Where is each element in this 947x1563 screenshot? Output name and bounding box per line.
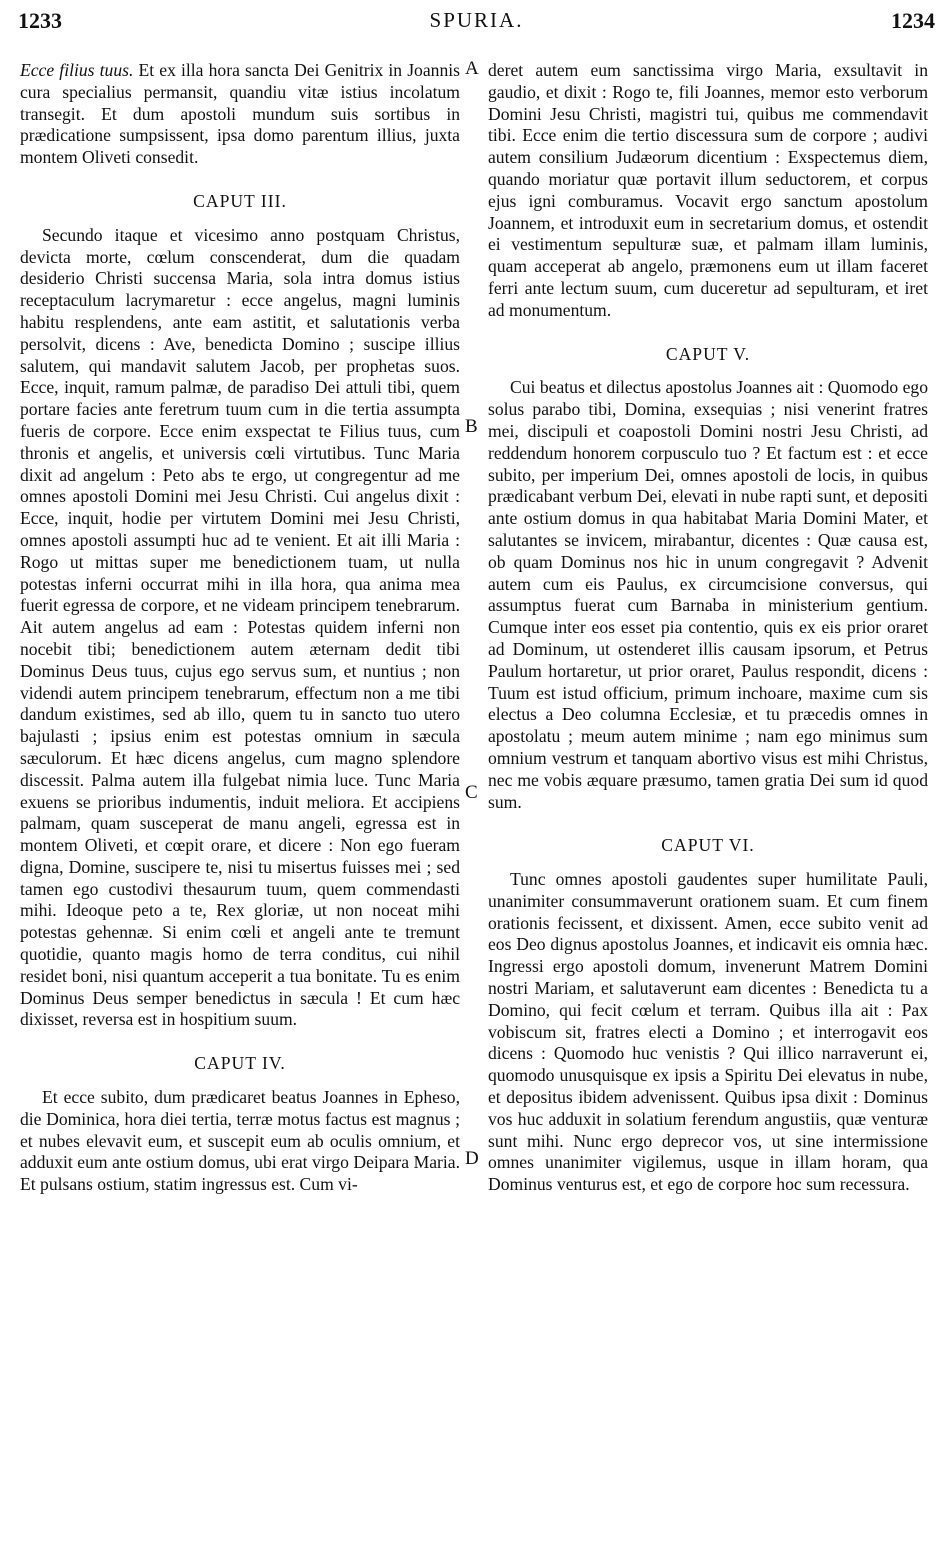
caput-3-text: Secundo itaque et vicesimo anno postquam Christus, devicta morte, cœlum conscenderat, dum die quadam desiderio Christi succensa Maria, sola intra domus istius receptaculum lacrymaretur : ecce angelus, magni luminis habitu resplendens, ante eam astitit, et salutationis verba persolvit, dicens : Ave, benedicta Domino ; suscipe illius salutem, qui mandavit salutem Jacob, per prophetas suos. Ecce, inquit, ramum palmæ, de paradiso Dei attuli tibi, quem portare facies ante feretrum tuum cum in die tertia assumpta fueris de corpore. Ecce enim exspectat te Filius tuus, cum thronis et angelis, et universis cœli virtutibus. Tunc Maria dixit ad angelum : Peto abs te ergo, ut congregentur ad me omnes apostoli Domini mei Jesu Christi. Cui angelus dixit : Ecce, inquit, hodie per virtutem Domini mei Jesu Christi, omnes apostoli assumpti huc ad te venient. Et ait illi Maria : Rogo ut mittas super me benedictionem tuam, ut nulla potestas inferni occurrat mihi in illa hora, qua anima mea fuerit egressa de corpore, et ne videam principem tenebrarum. Ait autem angelus ad eam : Potestas quidem inferni non nocebit tibi; benedictionem autem æternam dedit tibi Dominus Deus tuus, cujus ego servus sum, et nuntius ; non videndi autem principem tenebrarum, effectum non a me tibi dandum existimes, sed ab illo, quem tu in sancto tuo utero bajulasti ; ipsius enim est potestas omnium in sæcula sæculorum. Et hæc dicens angelus, cum magno splendore discessit. Palma autem illa fulgebat nimia luce. Tunc Maria exuens se prioribus indumentis, induit meliora. Et accipiens palmam, quam susceperat de manu angeli, egressa est in montem Oliveti, et cœpit orare, et dicere : Non ego fueram digna, Domine, suscipere te, nisi tu misertus fuisses mei ; sed tamen ego custodivi thesaurum tuum, quem commendasti mihi. Ideoque peto a te, Rex gloriæ, ut non noceat mihi potestas gehennæ. Si enim cœli et angeli ante te tremunt quotidie, quanto magis homo de terra conditus, cui nihil residet boni, nisi quantum acceperit a tua bonitate. Tu es enim Dominus Deus semper benedictus in sæcula ! Et cum hæc dixisset, reversa est in hospitium suum. [20,224,460,1030]
caput-6-heading: CAPUT VI. [661,835,755,856]
caput-6-text: Tunc omnes apostoli gaudentes super humilitate Pauli, unanimiter consummaverunt orationem suam. Et cum finem orationis fecissent, et dixissent. Amen, ecce subito venit ad eos Deo dignus apostolus Joannes, et indicavit eis omnia hæc. Ingressi ergo apostoli domum, invenerunt Matrem Domini nostri Mariam, et salutaverunt eam dicentes : Benedicta tu a Domino, qui fecit cœlum et terram. Quibus illa ait : Pax vobiscum sit, fratres electi a Domino ; et interrogavit eos dicens : Quomodo huc venistis ? Qui illico narraverunt ei, quomodo unusquisque ex ipsis a Spiritu Dei elevatus in nube, et depositus ibidem advenissent. Quibus ipsa dixit : Dominus vos huc adduxit in solatium ferendum angustiis, quæ venturæ sunt mihi. Nunc ergo deprecor vos, ut sine intermissione omnes unanimiter vigilemus, usque in illam horam, qua Dominus venturus est, et ego de corpore hoc sum recessura. [488,869,928,1195]
page-header [18,8,935,42]
right-column-number: 1234 [891,8,935,33]
running-title: SPURIA. [429,8,524,32]
margin-marker-a: A [465,58,479,79]
right-column [488,60,928,1196]
caput-3-heading: CAPUT III. [193,190,287,211]
caput-4-heading: CAPUT IV. [194,1053,286,1074]
opening-quote: Ecce filius tuus. [20,60,134,80]
margin-marker-c: C [465,782,478,803]
left-column-number: 1233 [18,8,62,33]
continuation-paragraph: deret autem eum sanctissima virgo Maria, exsultavit in gaudio, et dixit : Rogo te, fili Joannes, memor esto verborum Domini Jesu Christi, magistri tui, quibus me commendavit tibi. Ecce enim die tertio discessura sum de corpore ; audivi autem consilium Judæorum dicentium : Exspectemus diem, quando moriatur quæ portavit illum seductorem, et corpus ejus igni comburamus. Vocavit ergo sanctum apostolum Joannem, et introduxit eum in secretarium domus, et ostendit ei vestimentum sepulturæ suæ, et palmam illam luminis, quam acceperat ab angelo, præmonens eum ut illam faceret ferri ante lectum suum, cum duceretur ad sepulturam, et iret ad monumentum. [488,60,928,320]
opening-text: Et ex illa hora sancta Dei Genitrix in Joannis cura specialius permansit, quandiu vitæ istius incolatum transegit. Et dum apostoli mundum suis sortibus in prædicatione sumpsissent, ipsa domo parentum illius, juxta montem Oliveti consedit. [20,60,460,168]
margin-marker-d: D [465,1148,479,1169]
caput-5-text: Cui beatus et dilectus apostolus Joannes ait : Quomodo ego solus parabo tibi, Domina, exsequias ; nisi venerint fratres mei, discipuli et coapostoli Domini nostri Jesu Christi, ad reddendum honorem corpusculo tuo ? Et factum est : et ecce subito, per imperium Dei, omnes apostoli de locis, in quibus prædicabant verbum Dei, elevati in nube rapti sunt, et depositi ante ostium domus in qua habitabat Maria Domini Mater, et salutantes se invicem, mirabantur, dicentes : Quæ causa est, ob quam Dominus nos hic in unum congregavit ? Advenit autem cum eis Paulus, ex circumcisione conversus, qui assumptus fuerat cum Barnaba in ministerium gentium. Cumque inter eos esset pia contentio, quis ex eis prior oraret ad Dominum, ut ostenderet illis causam ipsorum, et Petrus Paulum hortaretur, ut prior oraret, Paulus respondit, dicens : Tuum est istud officium, primum inchoare, maxime cum sis electus a Deo columna Ecclesiæ, et tu præcedis omnes in apostolatu ; meum autem minime ; nam ego minimus sum omnium vestrum et tanquam abortivo visus est mihi Christus, nec me vobis æquare præsumo, tamen gratia Dei sum id quod sum. [488,377,928,812]
caput-5-heading: CAPUT V. [665,343,751,364]
margin-marker-b: B [465,416,478,437]
caput-4-text: Et ecce subito, dum prædicaret beatus Joannes in Epheso, die Dominica, hora diei tertia, terræ motus factus est magnus ; et nubes elevavit eum, et suscepit eum ab oculis omnium, et adduxit eum ante ostium domus, ubi erat virgo Deipara Maria. Et pulsans ostium, statim ingressus est. Cum vi- [20,1087,460,1195]
left-column [20,60,460,1196]
opening-paragraph [20,60,460,169]
